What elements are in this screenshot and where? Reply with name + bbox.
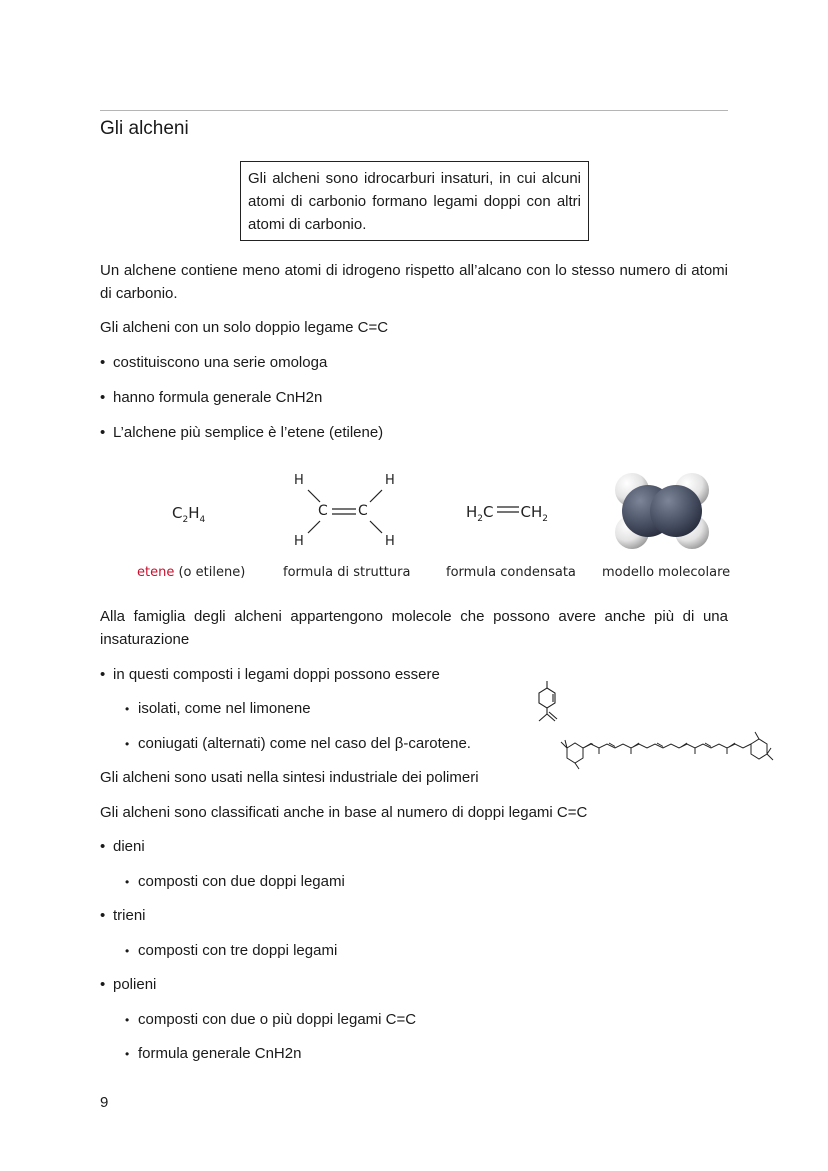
sub-bullet-dienes [125,870,345,894]
bullet-dot: • [100,389,106,406]
bullet-text: composti con due o più doppi legami C=C [138,1011,417,1028]
struct-h-top-left: H [294,473,304,488]
family-paragraph: Alla famiglia degli alcheni appartengono molecole che possono avere anche più di una insaturazione [100,608,728,648]
bullet-text: coniugati (alternati) come nel caso del β-carotene. [138,735,471,752]
struct-h-top-right: H [385,473,395,488]
struct-c-right: C [358,503,368,519]
bullet-polyenes [100,973,156,996]
bond-line [370,490,382,502]
bullet-dot: • [125,702,130,716]
bullet-dot: • [100,666,106,683]
single-bond-heading: Gli alcheni con un solo doppio legame C=C [100,319,389,336]
caption-name: etene (o etilene) [137,565,246,580]
bullet-dot: • [100,838,106,855]
space-filling-model [610,470,714,552]
bullet-dot: • [125,737,130,751]
caption-condensed: formula condensata [446,565,576,580]
classification-paragraph: Gli alcheni sono classificati anche in base al numero di doppi legami C=C [100,804,588,821]
bullet-text: L’alchene più semplice è l’etene (etilene) [113,424,384,441]
struct-h-bottom-left: H [294,534,304,549]
bullet-dot: • [100,424,106,441]
bullet-dot: • [125,875,130,889]
bullet-trienes [100,904,146,927]
caption-model: modello molecolare [602,565,731,580]
bullet-text: hanno formula generale CnH2n [113,389,323,406]
bullet-text: composti con due doppi legami [138,873,345,890]
bullet-text: dieni [113,838,145,855]
bond-line [308,521,320,533]
condensed-formula: $H_2C$ $CH_2$ [466,503,548,524]
bullet-text: composti con tre doppi legami [138,942,338,959]
condensed-double-bond [497,504,521,514]
limonene-structure [535,680,565,724]
caption-structural: formula di struttura [283,565,411,580]
bullet-double-bonds [100,663,440,686]
sub-bullet-conjugated [125,732,471,756]
section-title: Gli alcheni [100,118,189,139]
bullet-text: isolati, come nel limonene [138,700,311,717]
bond-line [370,521,382,533]
bullet-dot: • [100,354,106,371]
bullet-text: polieni [113,976,157,993]
bullet-dienes [100,835,145,858]
carbon-atom [650,485,702,537]
bullet-dot: • [125,1047,130,1061]
sub-bullet-trienes [125,939,337,963]
bullet-dot: • [125,944,130,958]
sub-bullet-isolated [125,697,311,721]
polymers-paragraph: Gli alcheni sono usati nella sintesi industriale dei polimeri [100,769,479,786]
bullet-text: costituiscono una serie omologa [113,354,328,371]
molecular-formula: $C_2H_4$ [172,504,206,525]
struct-h-bottom-right: H [385,534,395,549]
bond-line [308,490,320,502]
bullet-text: trieni [113,907,146,924]
bullet-text: in questi composti i legami doppi possono essere [113,666,440,683]
intro-paragraph: Un alchene contiene meno atomi di idrogeno rispetto all’alcano con lo stesso numero di atomi di carbonio. [100,262,728,302]
bullet-text: formula generale CnH2n [138,1045,302,1062]
sub-bullet-polyenes-2 [125,1042,301,1066]
bullet-dot: • [125,1013,130,1027]
sub-bullet-polyenes-1 [125,1008,416,1032]
bullet-dot: • [100,907,106,924]
bullet-dot: • [100,976,106,993]
page-number: 9 [100,1094,109,1111]
struct-c-left: C [318,503,328,519]
beta-carotene-structure [555,722,775,772]
definition-box: Gli alcheni sono idrocarburi insaturi, in cui alcuni atomi di carbonio formano legami doppi con altri atomi di carbonio. [240,161,589,241]
